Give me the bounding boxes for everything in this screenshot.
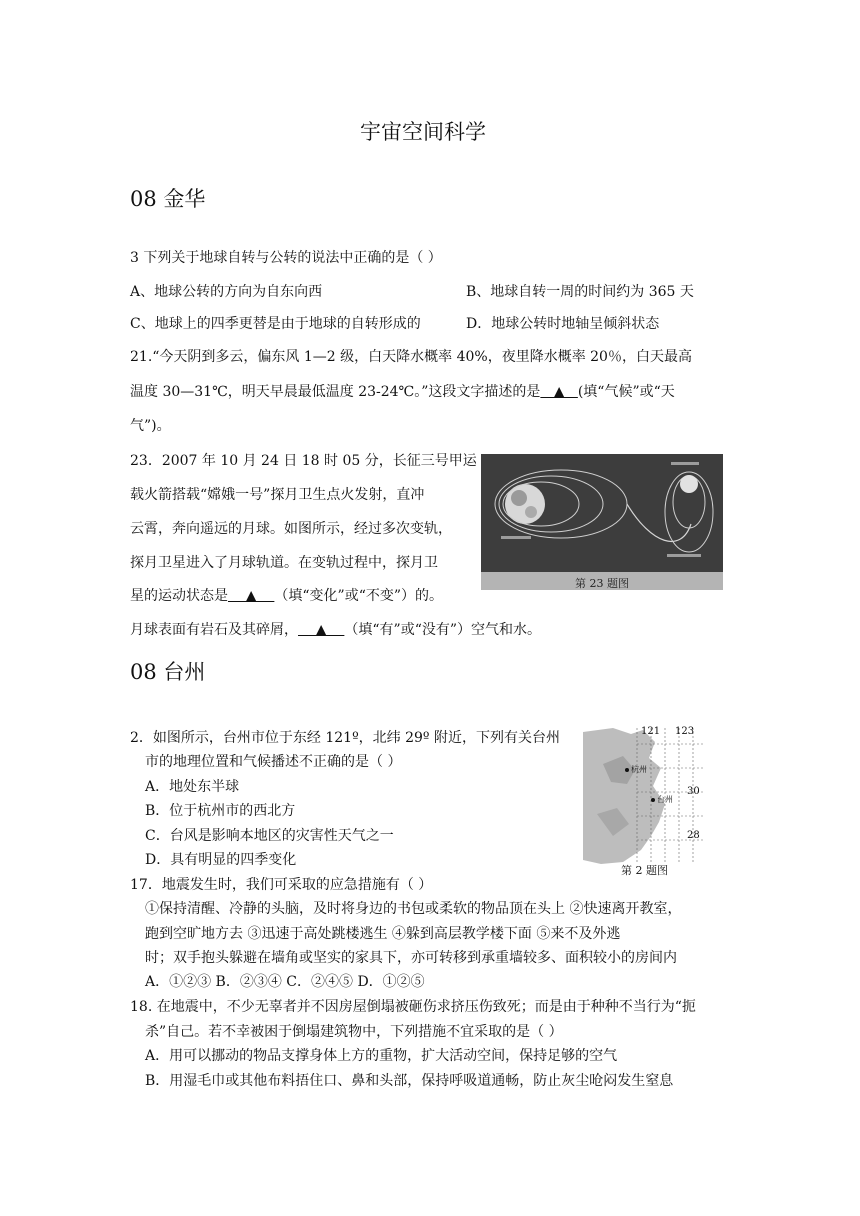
q3-option-c: C、地球上的四季更替是由于地球的自转形成的 bbox=[130, 316, 421, 332]
q17-line2: 跑到空旷地方去 ③迅速于高处跳楼逃生 ④躲到高层教学楼下面 ⑤来不及外逃 bbox=[145, 926, 621, 942]
figure-2-map bbox=[583, 724, 711, 878]
q2-stem-line2: 市的地理位置和气候播述不正确的是（ ） bbox=[145, 754, 402, 770]
q23-line6-text: 月球表面有岩石及其碎屑， bbox=[130, 622, 298, 638]
q17-options: A．①②③ B．②③④ C．②④⑤ D．①②⑤ bbox=[145, 974, 425, 990]
q2-stem-line1: 2．如图所示，台州市位于东经 121º，北纬 29º 附近，下列有关台州 bbox=[130, 730, 560, 746]
q21-answer-blank: ▲ bbox=[540, 384, 578, 400]
q2-option-a: A．地处东半球 bbox=[145, 779, 240, 795]
q18-line2: 杀”自己。若不幸被困于倒塌建筑物中，下列措施不宜采取的是（ ） bbox=[145, 1024, 563, 1040]
q3-stem: 3 下列关于地球自转与公转的说法中正确的是（ ） bbox=[130, 250, 442, 266]
page-title: 宇宙空间科学 bbox=[360, 120, 486, 144]
map-label-taizhou: 台州 bbox=[657, 795, 673, 804]
q23-line1: 23．2007 年 10 月 24 日 18 时 05 分，长征三号甲运 bbox=[130, 453, 477, 469]
q18-option-a: A．用可以挪动的物品支撑身体上方的重物，扩大活动空间，保持足够的空气 bbox=[145, 1048, 618, 1064]
q23-line5-text: 星的运动状态是 bbox=[130, 588, 228, 604]
q21-line2-text: 温度 30—31℃，明天早晨最低温度 23-24℃。”这段文字描述的是 bbox=[130, 384, 541, 400]
figure-23-orbit-image bbox=[481, 454, 723, 590]
q23-line2: 载火箭搭载“嫦娥一号”探月卫生点火发射，直冲 bbox=[130, 487, 425, 503]
map-label-lat-28: 28 bbox=[687, 830, 700, 841]
q23-line5 bbox=[130, 586, 443, 606]
q21-line3: 气”)。 bbox=[130, 418, 171, 434]
q2-option-b: B．位于杭州市的西北方 bbox=[145, 803, 296, 819]
section-heading-taizhou: 08 台州 bbox=[130, 660, 206, 684]
q17-line1: ①保持清醒、冷静的头脑，及时将身边的书包或柔软的物品顶在头上 ②快速离开教室， bbox=[145, 901, 682, 917]
q23-line5-post: （填“变化”或“不变”）的。 bbox=[274, 588, 444, 604]
q18-line1: 18. 在地震中，不少无辜者并不因房屋倒塌被砸伤求挤压伤致死；而是由于种种不当行为“扼 bbox=[130, 999, 696, 1015]
map-illustration bbox=[583, 724, 711, 878]
q21-line2-post: (填“气候”或“天 bbox=[577, 384, 675, 400]
q2-option-d: D．具有明显的四季变化 bbox=[145, 852, 297, 868]
q3-option-d: D．地球公转时地轴呈倾斜状态 bbox=[466, 316, 660, 332]
q23-line3: 云霄，奔向遥远的月球。如图所示，经过多次变轨， bbox=[130, 521, 452, 537]
q23-answer-blank-1: ▲ bbox=[228, 588, 275, 604]
map-label-hangzhou: 杭州 bbox=[631, 765, 647, 774]
q3-option-a: A、地球公转的方向为自东向西 bbox=[130, 284, 323, 300]
map-label-lat-30: 30 bbox=[687, 786, 700, 797]
q21-line2 bbox=[130, 382, 675, 402]
figure-2-caption: 第 2 题图 bbox=[621, 864, 668, 877]
map-label-lon-123: 123 bbox=[675, 726, 695, 737]
q17-stem: 17．地震发生时，我们可采取的应急措施有（ ） bbox=[130, 877, 433, 893]
q18-option-b: B．用湿毛巾或其他布料捂住口、鼻和头部，保持呼吸道通畅，防止灰尘呛闷发生窒息 bbox=[145, 1073, 674, 1089]
q2-option-c: C．台风是影响本地区的灾害性天气之一 bbox=[145, 828, 394, 844]
q23-line4: 探月卫星进入了月球轨道。在变轨过程中，探月卫 bbox=[130, 555, 438, 571]
q23-answer-blank-2: ▲ bbox=[298, 622, 345, 638]
q23-line6 bbox=[130, 620, 541, 640]
q23-line6-post: （填“有”或“没有”）空气和水。 bbox=[344, 622, 542, 638]
section-heading-jinhua: 08 金华 bbox=[130, 187, 206, 211]
figure-23-caption: 第 23 题图 bbox=[575, 577, 629, 590]
q17-line3: 时；双手抱头躲避在墙角或坚实的家具下，亦可转移到承重墙较多、面积较小的房间内 bbox=[145, 950, 677, 966]
orbit-illustration bbox=[481, 454, 723, 590]
map-label-lon-121: 121 bbox=[641, 726, 661, 737]
q21-line1: 21.“今天阴到多云，偏东风 1—2 级，白天降水概率 40%，夜里降水概率 20％，白天最高 bbox=[130, 349, 692, 365]
q3-option-b: B、地球自转一周的时间约为 365 天 bbox=[466, 284, 694, 300]
